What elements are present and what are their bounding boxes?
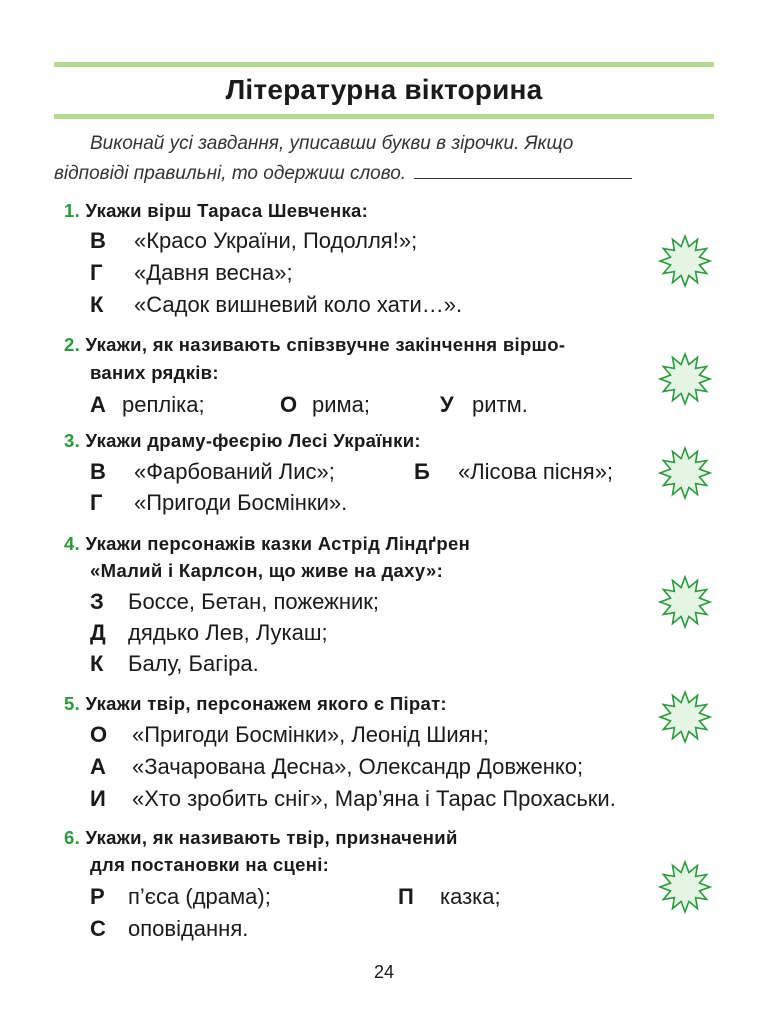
- question-number: 4.: [64, 533, 81, 554]
- option: [398, 884, 501, 910]
- bottom-rule: [54, 114, 714, 119]
- option-text: «Фарбований Лис»;: [134, 459, 335, 484]
- option: [440, 392, 528, 418]
- option: [90, 884, 271, 910]
- option: [90, 722, 489, 748]
- option: [90, 620, 328, 646]
- question-text: Укажи, як називають співзвучне закінчення віршо-: [85, 334, 566, 355]
- question-4-continued: «Малий і Карлсон, що живе на даху»:: [90, 560, 444, 581]
- top-rule: [54, 62, 714, 67]
- option-text: оповідання.: [128, 916, 249, 941]
- question-number: 5.: [64, 693, 81, 714]
- option-text: «Пригоди Босмінки», Леонід Шиян;: [132, 722, 489, 747]
- option: [90, 292, 462, 318]
- option-text: «Садок вишневий коло хати…».: [134, 292, 463, 317]
- option: [90, 459, 335, 485]
- question-5: [64, 693, 447, 715]
- intro-line-1: Виконай усі завдання, уписавши букви в зірочки. Якщо: [90, 133, 574, 154]
- option-letter: А: [90, 754, 106, 779]
- option-letter: Б: [414, 459, 430, 484]
- option-letter: К: [90, 292, 104, 317]
- answer-star-1[interactable]: [658, 234, 712, 288]
- answer-star-2[interactable]: [658, 352, 712, 406]
- option-letter: С: [90, 916, 106, 941]
- page-number: 24: [373, 962, 395, 982]
- question-2: [64, 334, 565, 356]
- option-text: репліка;: [122, 392, 205, 417]
- option: [90, 589, 379, 615]
- option-letter: Г: [90, 260, 103, 285]
- option-letter: Д: [90, 620, 106, 645]
- option-text: «Зачарована Десна», Олександр Довженко;: [132, 754, 584, 779]
- question-text: Укажи персонажів казки Астрід Ліндґрен: [85, 533, 471, 554]
- answer-star-5[interactable]: [658, 690, 712, 744]
- option-letter: У: [440, 392, 454, 417]
- option-text: дядько Лев, Лукаш;: [128, 620, 328, 645]
- intro-line-2-text: відповіді правильні, то одержиш слово.: [54, 163, 407, 184]
- option-text: «Лісова пісня»;: [458, 459, 614, 484]
- option: [90, 260, 293, 286]
- option-text: рима;: [312, 392, 370, 417]
- question-number: 3.: [64, 430, 81, 451]
- option-letter: Р: [90, 884, 105, 909]
- option-text: Балу, Багіра.: [128, 651, 259, 676]
- intro-line-2: [54, 160, 714, 188]
- option-text: ритм.: [472, 392, 528, 417]
- option: [90, 916, 248, 942]
- question-1: [64, 200, 368, 222]
- question-number: 6.: [64, 827, 81, 848]
- option-text: «Хто зробить сніг», Мар’яна і Тарас Прохаськи.: [132, 786, 616, 811]
- option: [414, 459, 613, 485]
- option-text: «Пригоди Босмінки».: [134, 490, 348, 515]
- option-letter: О: [280, 392, 298, 417]
- question-number: 1.: [64, 200, 81, 221]
- option: [90, 392, 205, 418]
- question-3: [64, 430, 421, 452]
- option-letter: В: [90, 459, 106, 484]
- option: [90, 754, 583, 780]
- option-text: Боссе, Бетан, пожежник;: [128, 589, 380, 614]
- option-text: «Красо України, Подолля!»;: [134, 228, 418, 253]
- answer-blank[interactable]: [414, 160, 632, 179]
- option: [90, 651, 259, 677]
- option-letter: П: [398, 884, 414, 909]
- question-number: 2.: [64, 334, 81, 355]
- question-2-continued: ваних рядків:: [90, 362, 219, 383]
- question-4: [64, 533, 470, 555]
- option: [90, 228, 417, 254]
- option-letter: К: [90, 651, 104, 676]
- question-text: Укажи, як називають твір, призначений: [85, 827, 458, 848]
- option-letter: О: [90, 722, 108, 747]
- answer-star-3[interactable]: [658, 446, 712, 500]
- option-text: казка;: [440, 884, 501, 909]
- question-text: Укажи драму-феєрію Лесі Українки:: [85, 430, 421, 451]
- question-text: Укажи вірш Тараса Шевченка:: [85, 200, 369, 221]
- option: [90, 490, 347, 516]
- option-text: «Давня весна»;: [134, 260, 293, 285]
- page-title: Літературна вікторина: [225, 74, 543, 105]
- question-6: [64, 827, 458, 849]
- option-letter: Г: [90, 490, 103, 515]
- option-letter: И: [90, 786, 106, 811]
- option-text: п’єса (драма);: [128, 884, 271, 909]
- option-letter: А: [90, 392, 106, 417]
- question-6-continued: для постановки на сцені:: [90, 854, 330, 875]
- option-letter: З: [90, 589, 104, 614]
- option-letter: В: [90, 228, 106, 253]
- answer-star-6[interactable]: [658, 860, 712, 914]
- option: [90, 786, 616, 812]
- option: [280, 392, 370, 418]
- answer-star-4[interactable]: [658, 575, 712, 629]
- question-text: Укажи твір, персонажем якого є Пірат:: [85, 693, 447, 714]
